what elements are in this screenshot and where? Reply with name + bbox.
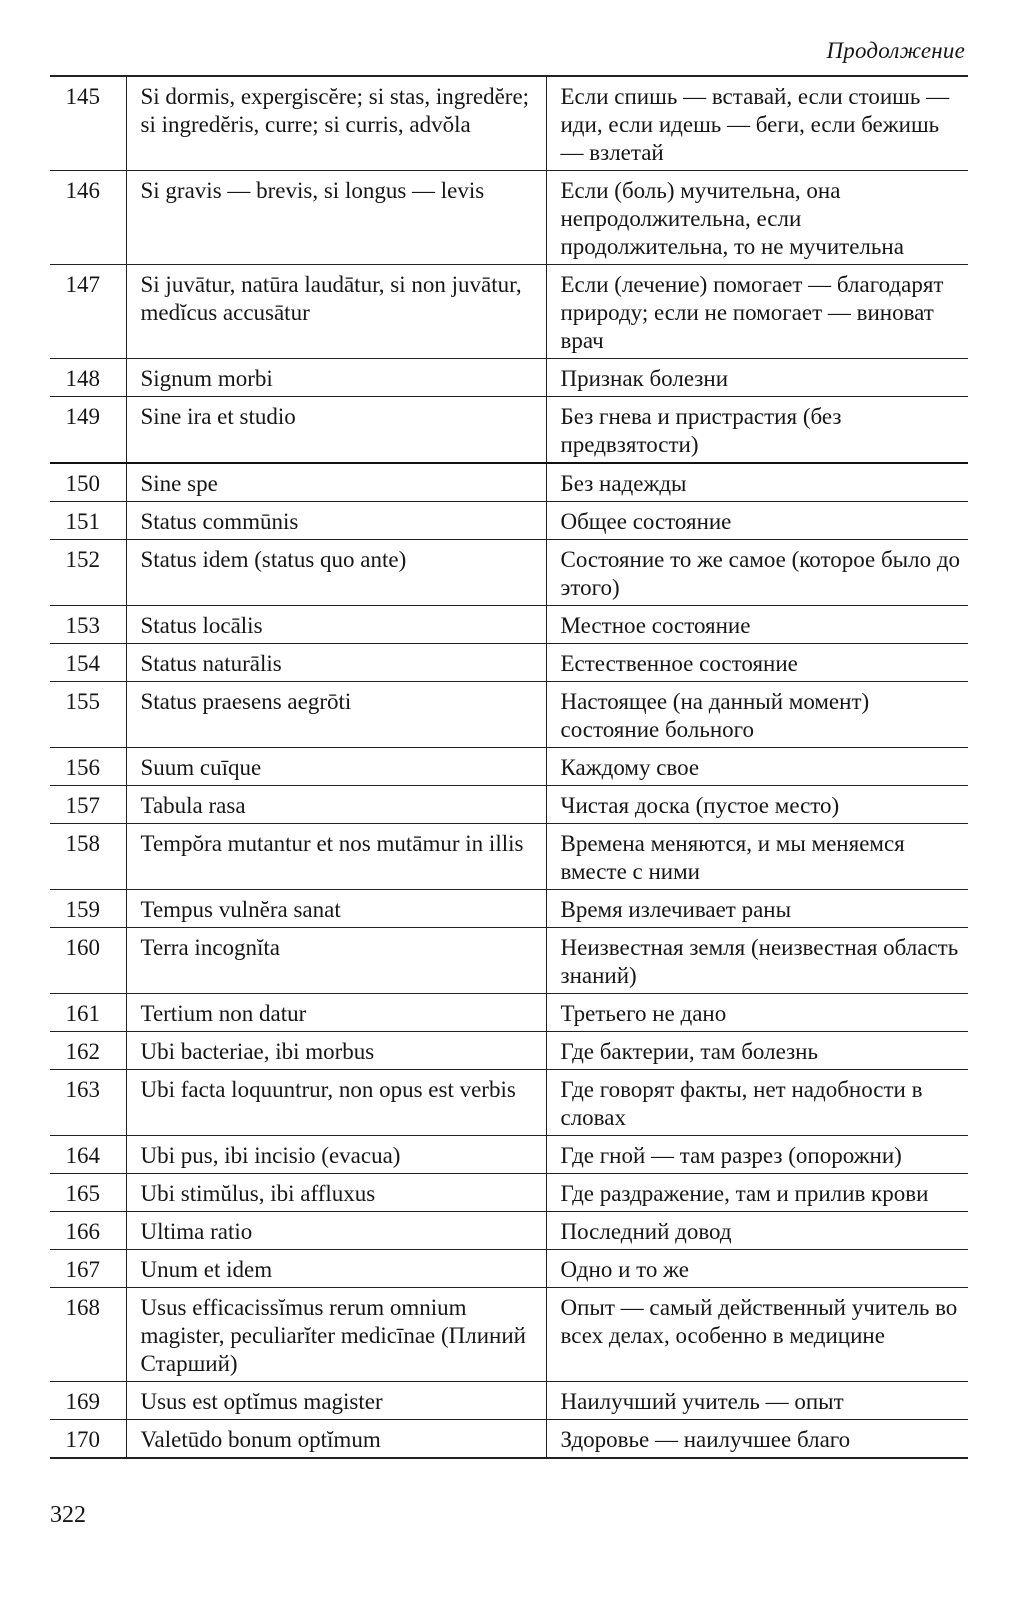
russian-translation: Наилучший учитель — опыт xyxy=(560,1389,844,1414)
latin-phrase: Signum morbi xyxy=(126,359,546,397)
table-row xyxy=(50,606,968,644)
row-number: 152 xyxy=(50,540,126,606)
russian-translation: Неизвестная земля (неизвестная область знаний) xyxy=(560,935,959,988)
latin-phrase: Ultima ratio xyxy=(126,1212,546,1250)
row-number: 166 xyxy=(50,1212,126,1250)
russian-translation: Где гной — там разрез (опорожни) xyxy=(560,1143,902,1168)
row-number: 168 xyxy=(50,1288,126,1382)
latin-phrase: Sine ira et studio xyxy=(126,397,546,464)
latin-phrase: Ubi bacteriae, ibi morbus xyxy=(126,1032,546,1070)
russian-translation: Каждому свое xyxy=(560,755,700,780)
row-number: 146 xyxy=(50,171,126,265)
table-row xyxy=(50,1136,968,1174)
latin-phrase: Tertium non datur xyxy=(126,994,546,1032)
table-row xyxy=(50,265,968,359)
row-number: 153 xyxy=(50,606,126,644)
table-row xyxy=(50,1420,968,1459)
row-number: 160 xyxy=(50,928,126,994)
table-row xyxy=(50,1382,968,1420)
latin-phrase: Status commūnis xyxy=(126,502,546,540)
row-number: 149 xyxy=(50,397,126,464)
latin-phrase: Suum cuīque xyxy=(126,748,546,786)
latin-phrase: Si dormis, expergiscĕre; si stas, ingredĕre; si ingredĕris, curre; si curris, advŏla xyxy=(126,76,546,171)
table-row xyxy=(50,994,968,1032)
russian-translation: Времена меняются, и мы меняемся вместе с ними xyxy=(560,831,905,884)
latin-phrase: Sine spe xyxy=(126,463,546,502)
row-number: 162 xyxy=(50,1032,126,1070)
table-row xyxy=(50,748,968,786)
row-number: 161 xyxy=(50,994,126,1032)
latin-phrase: Status praesens aegrōti xyxy=(126,682,546,748)
page-number: 322 xyxy=(50,1502,86,1528)
row-number: 151 xyxy=(50,502,126,540)
russian-translation: Где раздражение, там и прилив крови xyxy=(560,1181,929,1206)
table-row xyxy=(50,397,968,464)
russian-translation: Чистая доска (пустое место) xyxy=(560,793,840,818)
row-number: 154 xyxy=(50,644,126,682)
row-number: 170 xyxy=(50,1420,126,1459)
table-row xyxy=(50,463,968,502)
row-number: 164 xyxy=(50,1136,126,1174)
latin-phrase: Ubi stimŭlus, ibi affluxus xyxy=(126,1174,546,1212)
continuation-label: Продолжение xyxy=(826,38,965,63)
latin-phrase: Ubi pus, ibi incisio (evacua) xyxy=(126,1136,546,1174)
latin-phrase: Si gravis — brevis, si longus — levis xyxy=(126,171,546,265)
russian-translation: Без надежды xyxy=(560,471,687,496)
row-number: 158 xyxy=(50,824,126,890)
latin-phrase: Usus efficacissĭmus rerum omnium magister, peculiarĭter medicīnae (Плиний Старший) xyxy=(126,1288,546,1382)
table-row xyxy=(50,1032,968,1070)
table-row xyxy=(50,1174,968,1212)
latin-phrase: Tempŏra mutantur et nos mutāmur in illis xyxy=(126,824,546,890)
russian-translation: Местное состояние xyxy=(560,613,751,638)
row-number: 167 xyxy=(50,1250,126,1288)
row-number: 147 xyxy=(50,265,126,359)
latin-phrase: Tempus vulnĕra sanat xyxy=(126,890,546,928)
latin-phrase: Tabula rasa xyxy=(126,786,546,824)
russian-translation: Настоящее (на данный момент) состояние больного xyxy=(560,689,870,742)
table-row xyxy=(50,890,968,928)
russian-translation: Время излечивает раны xyxy=(560,897,792,922)
russian-translation: Где говорят факты, нет надобности в словах xyxy=(560,1077,923,1130)
latin-phrase: Unum et idem xyxy=(126,1250,546,1288)
table-row xyxy=(50,682,968,748)
russian-translation: Если (лечение) помогает — благодарят природу; если не помогает — виноват врач xyxy=(560,272,944,353)
latin-phrase: Status locālis xyxy=(126,606,546,644)
russian-translation: Одно и то же xyxy=(560,1257,689,1282)
russian-translation: Состояние то же самое (которое было до этого) xyxy=(560,547,961,600)
table-row xyxy=(50,824,968,890)
table-row xyxy=(50,359,968,397)
latin-phrase: Status idem (status quo ante) xyxy=(126,540,546,606)
row-number: 156 xyxy=(50,748,126,786)
table-row xyxy=(50,76,968,171)
russian-translation: Последний довод xyxy=(560,1219,732,1244)
table-row xyxy=(50,1288,968,1382)
table-row xyxy=(50,1070,968,1136)
latin-phrase: Ubi facta loquuntrur, non opus est verbis xyxy=(126,1070,546,1136)
row-number: 148 xyxy=(50,359,126,397)
row-number: 145 xyxy=(50,76,126,171)
russian-translation: Здоровье — наилучшее благо xyxy=(560,1427,851,1452)
table-row xyxy=(50,644,968,682)
latin-phrase: Terra incognĭta xyxy=(126,928,546,994)
russian-translation: Если спишь — вставай, если стоишь — иди, если идешь — беги, если бежишь — взлетай xyxy=(560,84,950,165)
table-row xyxy=(50,1250,968,1288)
russian-translation: Естественное состояние xyxy=(560,651,798,676)
latin-phrase: Si juvātur, natūra laudātur, si non juvātur, medĭcus accusātur xyxy=(126,265,546,359)
table-row xyxy=(50,502,968,540)
table-row xyxy=(50,171,968,265)
russian-translation: Третьего не дано xyxy=(560,1001,727,1026)
row-number: 163 xyxy=(50,1070,126,1136)
row-number: 150 xyxy=(50,463,126,502)
table-row xyxy=(50,540,968,606)
russian-translation: Где бактерии, там болезнь xyxy=(560,1039,818,1064)
russian-translation: Если (боль) мучительна, она непродолжительна, если продолжительна, то не мучительна xyxy=(560,178,904,259)
table-row xyxy=(50,786,968,824)
row-number: 157 xyxy=(50,786,126,824)
russian-translation: Общее состояние xyxy=(560,509,732,534)
russian-translation: Без гнева и пристрастия (без предвзятости) xyxy=(560,404,842,457)
russian-translation: Признак болезни xyxy=(560,366,729,391)
table-row xyxy=(50,928,968,994)
russian-translation: Опыт — самый действенный учитель во всех делах, особенно в медицине xyxy=(560,1295,958,1348)
latin-phrase: Status naturālis xyxy=(126,644,546,682)
phrases-table xyxy=(50,75,968,1459)
latin-phrase: Usus est optĭmus magister xyxy=(126,1382,546,1420)
row-number: 169 xyxy=(50,1382,126,1420)
table-row xyxy=(50,1212,968,1250)
row-number: 159 xyxy=(50,890,126,928)
latin-phrase: Valetūdo bonum optĭmum xyxy=(126,1420,546,1459)
row-number: 155 xyxy=(50,682,126,748)
row-number: 165 xyxy=(50,1174,126,1212)
